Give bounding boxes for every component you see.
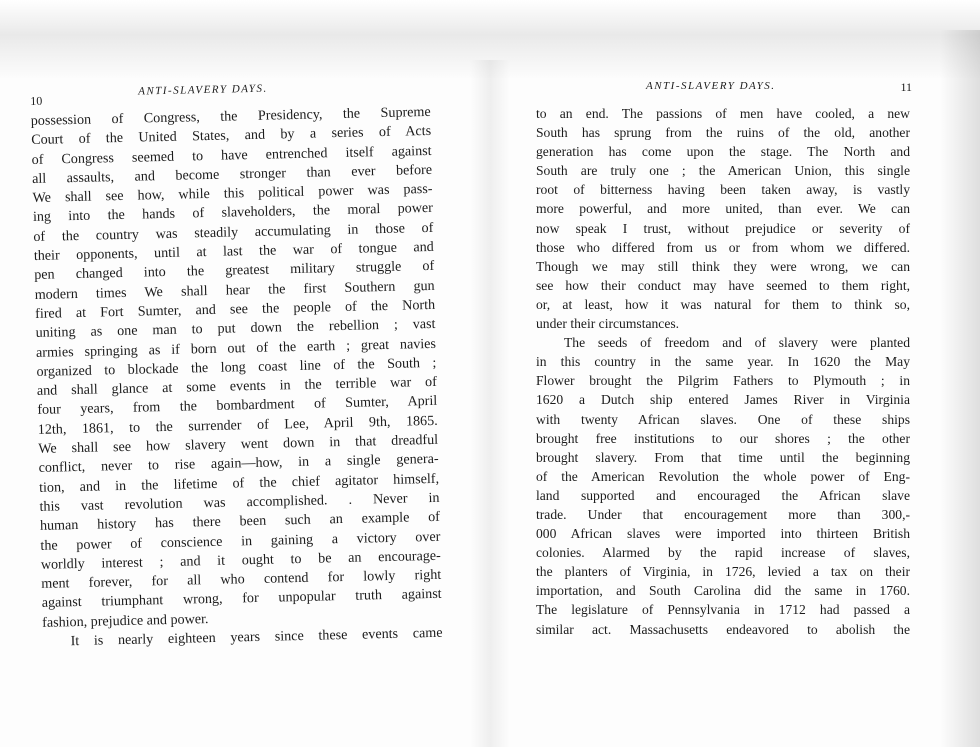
right-page-body <box>536 104 910 639</box>
text-line: with twenty African slaves. One of these ships <box>536 411 910 427</box>
text-line: of Congress seemed to have entrenched itself against <box>31 142 432 168</box>
right-running-head: ANTI-SLAVERY DAYS. <box>646 80 776 92</box>
text-line: We shall see how, while this political power was pass- <box>32 181 433 207</box>
text-line: their opponents, until at last the war of tongue and <box>33 238 434 265</box>
text-line: uniting as one man to put down the rebellion ; vast <box>35 316 436 342</box>
text-line: similar act. Massachusetts endeavored to abolish the <box>536 621 910 637</box>
text-line: colonies. Alarmed by the rapid increase of slaves, <box>536 545 910 561</box>
text-line: see how their conduct may have seemed to them right, <box>536 277 910 293</box>
text-line: 000 African slaves were imported into thirteen British <box>536 526 910 542</box>
text-line: now speak I trust, without prejudice or severity of <box>536 220 910 236</box>
text-line: of the country was steadily accumulating in those of <box>33 219 434 245</box>
left-page <box>30 77 443 652</box>
text-line: armies springing as if born out of the earth ; great navies <box>35 335 437 361</box>
text-line: We shall see how slavery went down in that dreadful <box>38 431 439 457</box>
text-line: human history has there been such an example of <box>39 509 441 535</box>
text-line: pen changed into the greatest military struggle of <box>34 258 435 284</box>
right-page-number: 11 <box>900 80 912 94</box>
text-line: Though we may still think they were wrong, we can <box>536 258 910 274</box>
text-line: the planters of Virginia, in 1726, levied a tax on their <box>536 564 910 580</box>
text-line: more powerful, and more united, than ever. We can <box>536 201 910 217</box>
text-line: four years, from the bombardment of Sumter, April <box>37 393 438 419</box>
text-line: 1620 a Dutch ship entered James River in Virginia <box>536 392 910 408</box>
text-line: importation, and South Carolina did the same in 1760. <box>536 583 910 599</box>
right-page-header <box>536 80 910 100</box>
text-line: or, at least, how it was natural for them to think so, <box>536 296 910 312</box>
right-page <box>536 80 910 639</box>
text-line: ing into the hands of slaveholders, the moral power <box>32 200 434 226</box>
paragraph-end-line: under their circumstances. <box>536 316 680 332</box>
text-line: conflict, never to rise again—how, in a single genera- <box>38 451 439 477</box>
text-line: and shall glance at some events in the terrible war of <box>36 374 438 400</box>
text-line: all assaults, and become stronger than ever before <box>31 161 433 187</box>
text-line: Flower brought the Pilgrim Fathers to Plymouth ; in <box>536 373 910 389</box>
text-line: Court of the United States, and by a series of Acts <box>31 123 432 149</box>
paragraph-start-line: It is nearly eighteen years since these events came <box>70 624 443 650</box>
text-line: against triumphant wrong, for unpopular truth against <box>41 586 442 612</box>
text-line: the power of conscience in gaining a victory over <box>40 528 441 554</box>
text-line: of the American Revolution the whole power of Eng- <box>536 468 910 484</box>
text-line: modern times We shall hear the first Southern gun <box>34 277 435 303</box>
text-line: possession of Congress, the Presidency, the Supreme <box>30 103 431 129</box>
text-line: land supported and encouraged the African slave <box>536 487 910 503</box>
text-line: worldly interest ; and it ought to be an encourage- <box>40 547 441 573</box>
text-line: trade. Under that encouragement more than 300,- <box>536 506 910 522</box>
left-page-body <box>31 103 443 652</box>
text-line: brought slavery. From that time until the beginning <box>536 449 910 465</box>
text-line: tion, and in the lifetime of the chief agitator himself, <box>38 470 440 496</box>
book-gutter <box>470 60 510 747</box>
text-line: in this country in the same year. In 1620 the May <box>536 354 910 370</box>
left-running-head: ANTI-SLAVERY DAYS. <box>138 82 268 98</box>
text-line: fired at Fort Sumter, and see the people of the North <box>34 296 436 322</box>
paragraph-start-line: The seeds of freedom and of slavery were planted <box>564 335 910 351</box>
text-line: brought free institutions to our shores ; the other <box>536 430 910 446</box>
text-line: to an end. The passions of men have cooled, a new <box>536 106 910 121</box>
text-line: South are truly one ; the American Union, this single <box>536 163 910 179</box>
text-line: 12th, 1861, to the surrender of Lee, April 9th, 1865. <box>37 412 438 438</box>
text-line: organized to blockade the long coast line of the South ; <box>36 354 437 380</box>
scan-right-edge-shadow <box>940 30 980 747</box>
paragraph-end-line: fashion, prejudice and power. <box>41 610 209 631</box>
left-page-number: 10 <box>30 93 43 108</box>
text-line: ment forever, for all who contend for lowly right <box>41 566 442 592</box>
text-line: generation has come upon the stage. The North and <box>536 144 910 160</box>
text-line: those who differed from us or from whom we differed. <box>536 239 910 255</box>
text-line: South has sprung from the ruins of the old, another <box>536 125 910 141</box>
text-line: this vast revolution was accomplished. . Never in <box>39 489 440 515</box>
text-line: root of bitterness having been taken away, is vastly <box>536 182 910 198</box>
text-line: The legislature of Pennsylvania in 1712 had passed a <box>536 602 910 618</box>
left-page-header <box>30 77 430 106</box>
